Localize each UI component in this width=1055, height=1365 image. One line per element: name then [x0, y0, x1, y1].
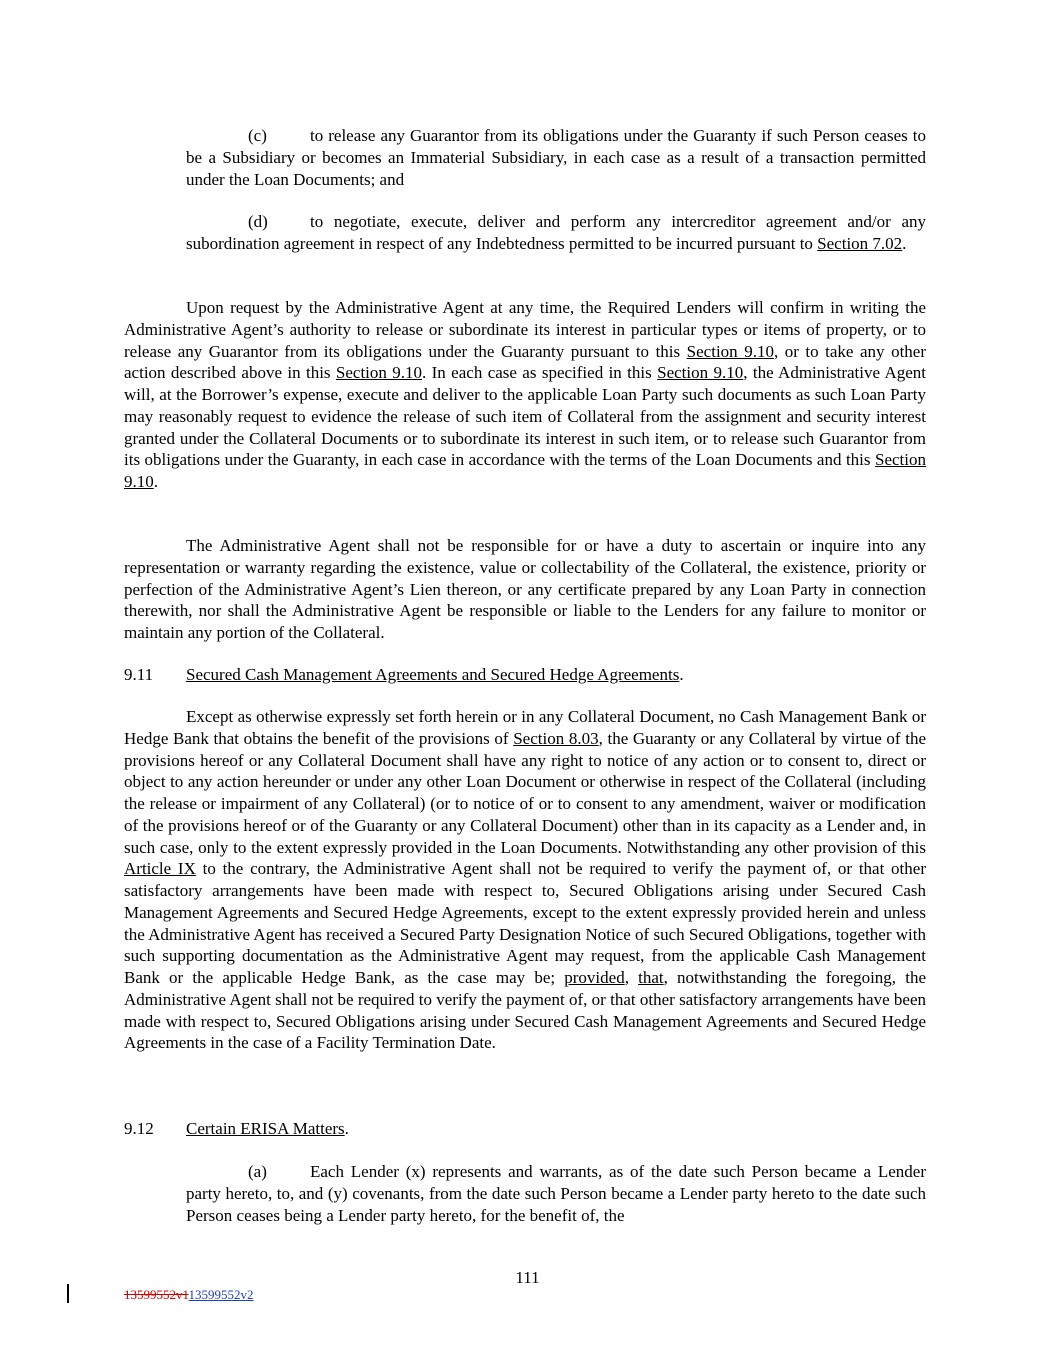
section-9-11-body — [124, 706, 926, 1054]
text-run: . — [153, 472, 158, 491]
clause-d — [186, 211, 926, 255]
section-number: 9.11 — [124, 665, 154, 684]
text-run: , — [624, 968, 639, 987]
section-9-12-heading — [124, 1118, 349, 1140]
clause-d-text: to negotiate, execute, deliver and perform any intercreditor agreement and/or any subordination agreement in respect of any Indebtedness permitted to be incurred pursuant to — [186, 212, 926, 253]
article-ref-ix[interactable]: Article IX — [124, 859, 196, 879]
clause-c-text: to release any Guarantor from its obligations under the Guaranty if such Person ceases to be a Subsidiary or becomes an Immaterial Subsidiary, in each case as a result of a transaction permitted under the Loan Documents; and — [186, 126, 926, 189]
text-run: to the contrary, the Administrative Agent shall not be required to verify the payment of, or that other satisfactory arrangements have been made with respect to, Secured Obligations arising under Secured Cash Management Agreements and Secured Hedge Agreements, except to the extent expressly provided herein and unless the Administrative Agent has received a Secured Party Designation Notice of such Secured Obligations, together with such supporting documentation as the Administrative Agent may request, from the applicable Cash Management Bank or the applicable Hedge Bank, as the case may be; — [124, 859, 926, 987]
text-run: , the Guaranty or any Collateral by virtue of the provisions hereof or any Collateral Document shall have any right to notice of any action or to consent to, direct or object to any action hereunder or under any other Loan Document or otherwise in respect of the Collateral (including the release or impairment of any Collateral) (or to notice of or to consent to any amendment, waiver or modification of the provisions hereof or of the Guaranty or any Collateral Document) other than in its capacity as a Lender and, in such case, only to the extent expressly provided in the Loan Documents. Notwithstanding any other provision of this — [124, 728, 926, 857]
section-title-end: . — [344, 1119, 349, 1138]
clause-a-text: Each Lender (x) represents and warrants, as of the date such Person became a Lender party hereto, to, and (y) covenants, from the date such Person became a Lender party hereto to the date such Person ceases being a Lender party hereto, for the benefit of, the — [186, 1162, 926, 1225]
text-run: Except as otherwise expressly set forth herein or in any Collateral Document, no Cash Management Bank or Hedge Bank that obtains the benefit of the provisions of — [124, 707, 926, 748]
section-ref-8-03[interactable]: Section 8.03 — [513, 728, 599, 748]
text-run: . In each case as specified in this — [422, 363, 658, 383]
deleted-doc-id: 13599552v1 — [124, 1287, 189, 1302]
term-provided: provided — [564, 968, 625, 987]
inserted-doc-id: 13599552v2 — [188, 1287, 254, 1302]
text-run: , notwithstanding the foregoing, the Administrative Agent shall not be required to verify the payment of, or that other satisfactory arrangements have been made with respect to, Secured Obligations arising under Secured Cash Management Agreements and Secured Hedge Agreements in the case of a Facility Termination Date. — [124, 968, 926, 1053]
text-run: , the Administrative Agent will, at the Borrower’s expense, execute and deliver to the applicable Loan Party such documents as such Loan Party may reasonably request to evidence the release of such item of Collateral from the assignment and security interest granted under the Collateral Documents or to subordinate its interest in such item, or to release such Guarantor from its obligations under the Guaranty, in each case in accordance with the terms of the Loan Documents and this — [124, 363, 927, 470]
clause-d-label: (d) — [248, 212, 268, 231]
clause-c — [186, 125, 926, 190]
document-id — [124, 1287, 254, 1303]
change-bar — [67, 1284, 69, 1303]
term-that: that — [638, 968, 664, 987]
paragraph-agent-responsibility: The Administrative Agent shall not be responsible for or have a duty to ascertain or inquire into any representation or warranty regarding the existence, value or collectability of the Collateral, the existence, priority or perfection of the Administrative Agent’s Lien thereon, or any certificate prepared by any Loan Party in connection therewith, nor shall the Administrative Agent be responsible or liable to the Lenders for any failure to monitor or maintain any portion of the Collateral. — [124, 536, 926, 642]
text-run: Upon request by the Administrative Agent at any time, the Required Lenders will confirm in writing the Administrative Agent’s authority to release or subordinate its interest in particular types or items of property, or to release any Guarantor from its obligations under the Guaranty pursuant to this — [124, 298, 926, 361]
clause-9-12-a — [186, 1161, 926, 1226]
section-title: Secured Cash Management Agreements and Secured Hedge Agreements — [186, 665, 680, 684]
section-ref-9-10[interactable]: Section 9.10 — [686, 341, 774, 361]
paragraph-release-request — [124, 297, 926, 493]
section-title-end: . — [679, 665, 684, 684]
section-ref-9-10[interactable]: Section 9.10 — [657, 363, 744, 383]
page-number: 111 — [515, 1268, 540, 1287]
section-title: Certain ERISA Matters — [186, 1119, 345, 1138]
clause-a-label: (a) — [248, 1162, 267, 1181]
section-9-11-heading — [124, 664, 684, 686]
text-run: , or to take any other action described above in this — [124, 341, 927, 383]
section-number: 9.12 — [124, 1119, 154, 1138]
section-ref-9-10[interactable]: Section 9.10 — [335, 363, 423, 383]
section-ref-9-10[interactable]: Section 9.10 — [124, 450, 926, 491]
clause-d-end: . — [902, 233, 907, 253]
clause-c-label: (c) — [248, 126, 267, 145]
section-ref-7-02[interactable]: Section 7.02 — [817, 233, 903, 253]
